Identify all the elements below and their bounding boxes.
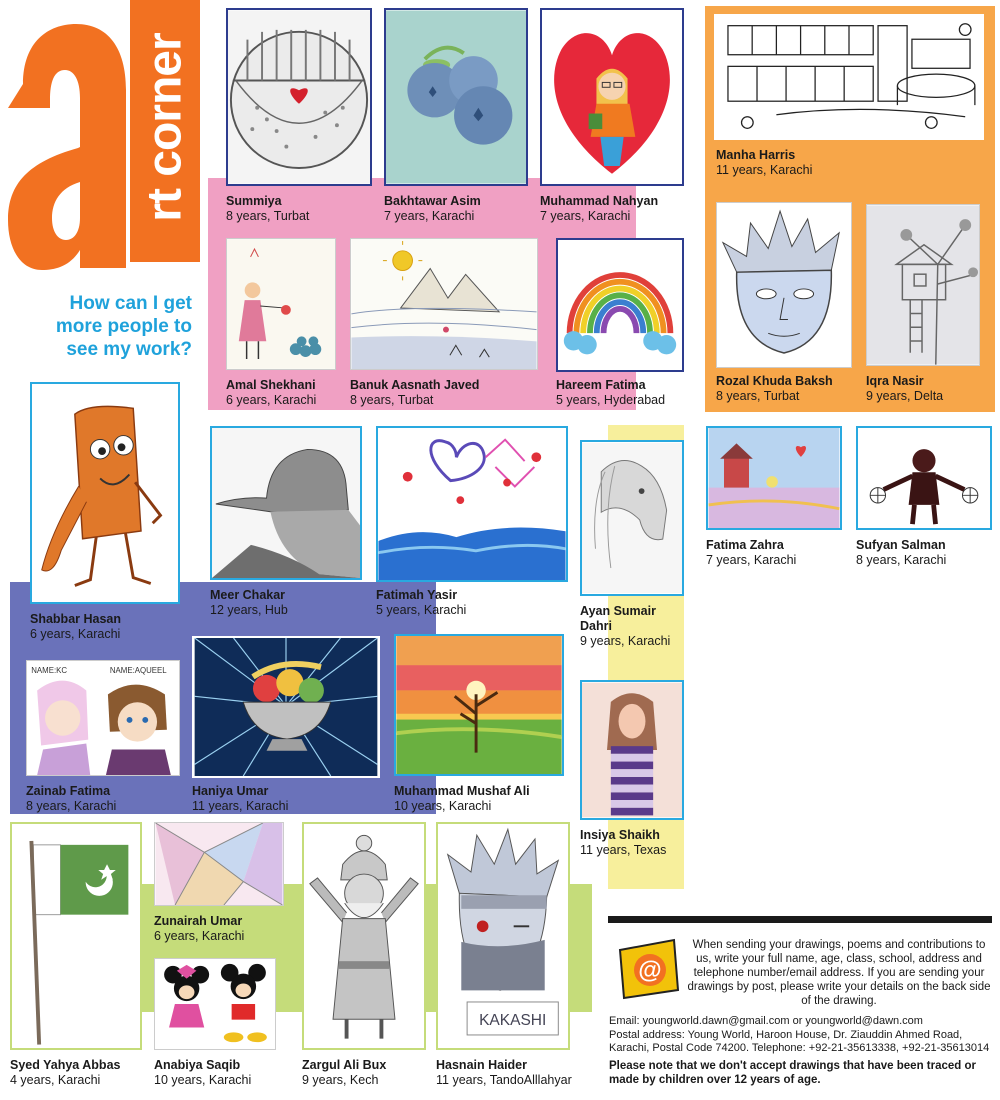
artwork-banuk-aasnath-javed[interactable] [350,238,538,370]
tracing-note: Please note that we don't accept drawings that have been traced or made by children over 12 years of age. [609,1060,976,1086]
logo-letter-a [8,12,128,270]
svg-text:@: @ [638,957,662,984]
anime-right-label: NAME:AQUEEL [109,665,167,675]
caption-amal-shekhani: Amal Shekhani 6 years, Karachi [226,378,317,407]
caption-rozal-khuda-baksh: Rozal Khuda Baksh 8 years, Turbat [716,374,833,403]
artwork-anabiya-saqib[interactable] [154,958,276,1050]
artwork-fatimah-yasir[interactable] [376,426,568,582]
circle-heart-drawing [228,10,370,184]
artwork-muhammad-mushaf-ali[interactable] [394,634,564,776]
artwork-haniya-umar[interactable] [192,636,380,778]
submission-instructions: When sending your drawings, poems and contributions to us, write your full name, age, class, school, address and telephone number/email address. If you are sending your drawings by post, please write your details on the back side of the drawing. [687,939,991,1007]
kakashi-drawing [438,824,568,1048]
artwork-hareem-fatima[interactable] [556,238,684,372]
info-divider [608,916,992,923]
artwork-bakhtawar-asim[interactable] [384,8,528,186]
caption-ayan-sumair-dahri: Ayan Sumair Dahri 9 years, Karachi [580,604,671,648]
caption-syed-yahya-abbas: Syed Yahya Abbas 4 years, Karachi [10,1058,121,1087]
caption-fatimah-yasir: Fatimah Yasir 5 years, Karachi [376,588,467,617]
artwork-hasnain-haider[interactable] [436,822,570,1050]
anime-left-label: NAME:KC [31,665,68,675]
artwork-shabbar-hasan[interactable] [30,382,180,604]
caption-insiya-shaikh: Insiya Shaikh 11 years, Texas [580,828,667,857]
horse-drawing [582,442,682,594]
caption-hareem-fatima: Hareem Fatima 5 years, Hyderabad [556,378,666,407]
caption-bakhtawar-asim: Bakhtawar Asim 7 years, Karachi [384,194,481,223]
artwork-zunairah-umar[interactable] [154,822,284,906]
caption-zargul-ali-bux: Zargul Ali Bux 9 years, Kech [302,1058,387,1087]
caption-fatima-zahra: Fatima Zahra 7 years, Karachi [706,538,797,567]
artwork-manha-harris[interactable] [714,14,984,140]
caption-hasnain-haider: Hasnain Haider 11 years, TandoAlllahyar [436,1058,572,1087]
caption-zunairah-umar: Zunairah Umar 6 years, Karachi [154,914,245,943]
spiky-face-drawing [717,203,851,367]
contact-details [609,1015,997,1056]
artwork-insiya-shaikh[interactable] [580,680,684,820]
artwork-fatima-zahra[interactable] [706,426,842,530]
caption-manha-harris: Manha Harris 11 years, Karachi [716,148,813,177]
caption-muhammad-nahyan: Muhammad Nahyan 7 years, Karachi [540,194,659,223]
mickey-minnie-drawing [155,959,275,1049]
artwork-zainab-fatima[interactable] [26,660,180,776]
caption-iqra-nasir: Iqra Nasir 9 years, Delta [866,374,944,403]
email-line[interactable]: Email: youngworld.dawn@gmail.com or youngworld@dawn.com [609,1015,923,1027]
artwork-rozal-khuda-baksh[interactable] [716,202,852,368]
mountains-drawing [351,239,537,369]
sunset-tree-drawing [396,636,562,774]
artwork-summiya[interactable] [226,8,372,186]
abstract-drawing [155,823,283,905]
heart-girl-drawing [542,10,682,184]
rainbow-drawing [558,240,682,370]
girl-flowers-drawing [227,239,335,369]
artwork-syed-yahya-abbas[interactable] [10,822,142,1050]
caption-muhammad-mushaf-ali: Muhammad Mushaf Ali 10 years, Karachi [394,784,530,813]
artwork-iqra-nasir[interactable] [866,204,980,366]
cartoon-character-drawing [32,384,178,602]
caption-sufyan-salman: Sufyan Salman 8 years, Karachi [856,538,947,567]
caption-anabiya-saqib: Anabiya Saqib 10 years, Karachi [154,1058,252,1087]
house-scene-drawing [708,428,840,528]
caption-summiya: Summiya 8 years, Turbat [226,194,310,223]
flag-drawing [12,824,140,1048]
headline-question: How can I get more people to see my work? [55,293,192,360]
spiderman-drawing [858,428,990,528]
fruit-bowl-drawing [194,638,378,776]
caption-haniya-umar: Haniya Umar 11 years, Karachi [192,784,289,813]
caption-zainab-fatima: Zainab Fatima 8 years, Karachi [26,784,117,813]
caption-shabbar-hasan: Shabbar Hasan 6 years, Karachi [30,612,122,641]
artwork-zargul-ali-bux[interactable] [302,822,426,1050]
cap-boy-drawing [212,428,360,578]
postal-line: Postal address: Young World, Haroon House, Dr. Ziauddin Ahmed Road, Karachi, Postal Code 74200. Telephone: +92-21-35613338, +92-21-35613014 [609,1028,990,1054]
blueberries-drawing [386,10,526,184]
caption-meer-chakar: Meer Chakar 12 years, Hub [210,588,288,617]
artwork-muhammad-nahyan[interactable] [540,8,684,186]
santa-drawing [304,824,424,1048]
heart-sea-drawing [378,428,566,580]
artwork-ayan-sumair-dahri[interactable] [580,440,684,596]
striped-girl-drawing [582,682,682,818]
logo-wordmark: rt corner [130,0,200,262]
at-sign-icon [612,936,682,1002]
anime-drawing [27,661,179,775]
kitchen-drawing [716,16,982,138]
artwork-sufyan-salman[interactable] [856,426,992,530]
treehouse-drawing [867,205,979,365]
artwork-meer-chakar[interactable] [210,426,362,580]
artwork-amal-shekhani[interactable] [226,238,336,370]
caption-banuk-aasnath-javed: Banuk Aasnath Javed 8 years, Turbat [350,378,480,407]
kakashi-label: KAKASHI [479,1012,547,1030]
